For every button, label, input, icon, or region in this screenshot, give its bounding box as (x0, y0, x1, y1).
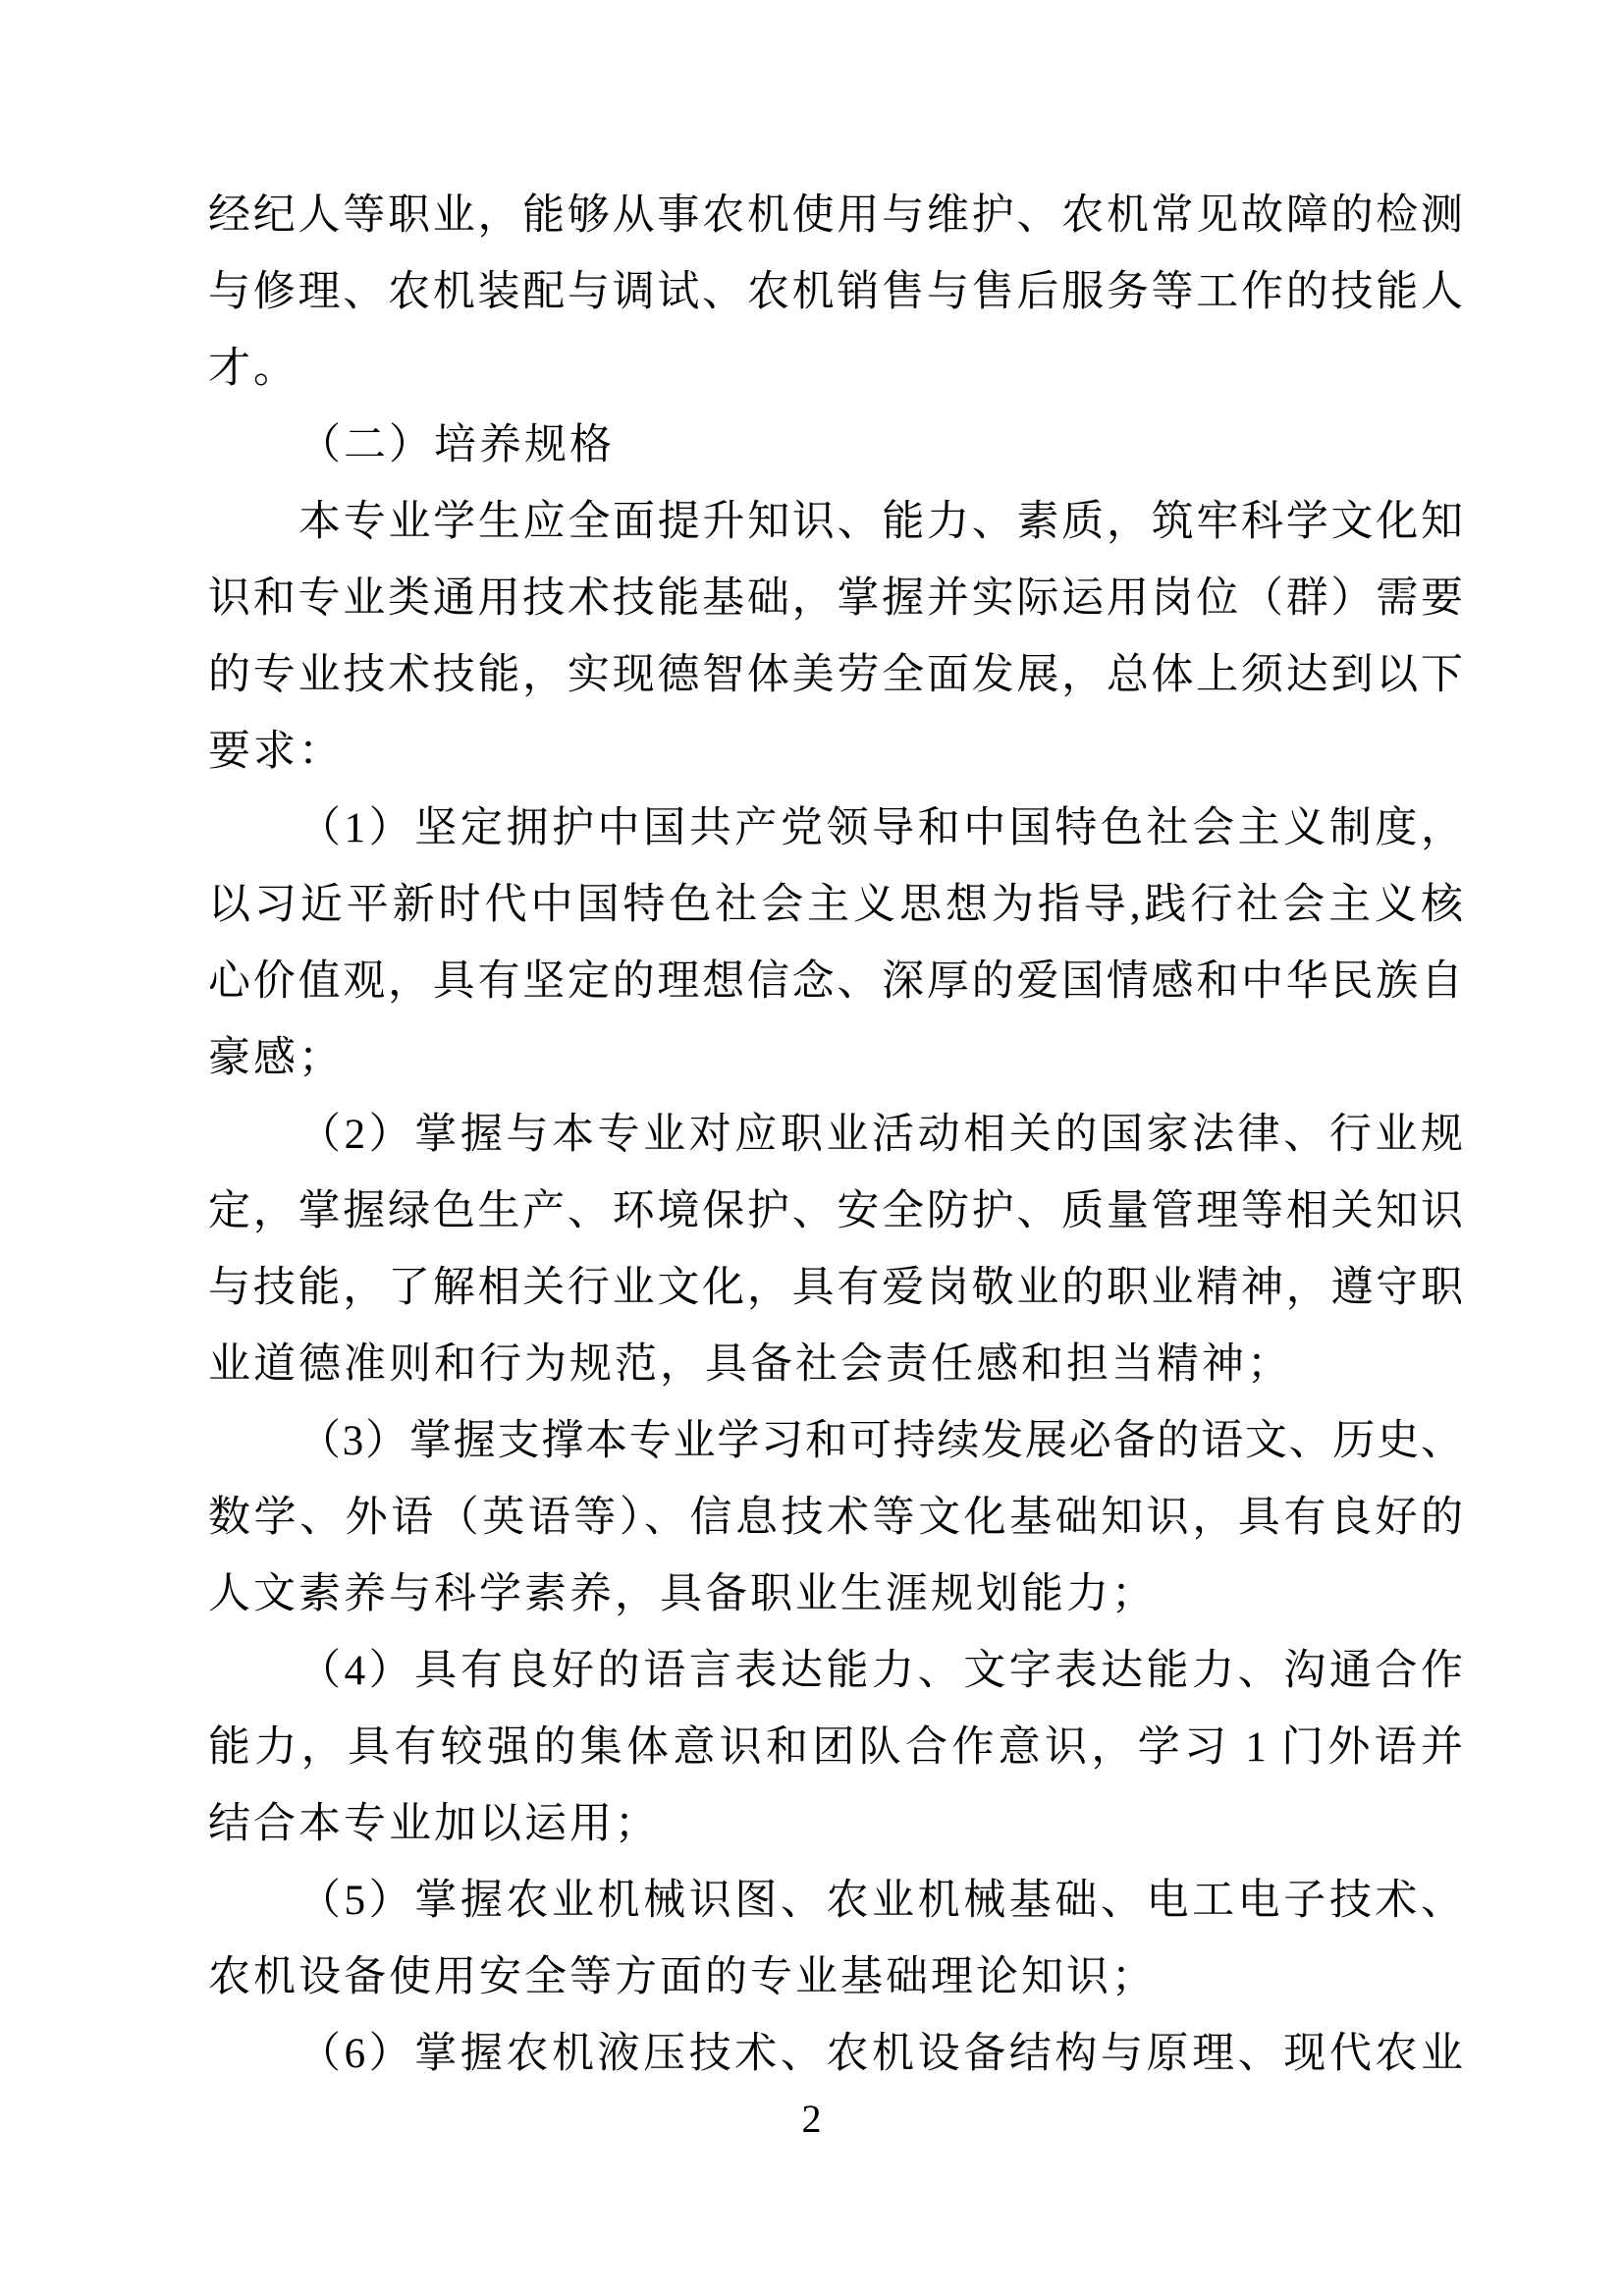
text-line: 数学、外语（英语等）、信息技术等文化基础知识，具有良好的 (208, 1495, 1463, 1541)
text-line: 本专业学生应全面提升知识、能力、素质，筑牢科学文化知 (298, 499, 1463, 545)
text-line: 经纪人等职业，能够从事农机使用与维护、农机常见故障的检测 (208, 192, 1463, 239)
text-line: 能力，具有较强的集体意识和团队合作意识，学习 1 门外语并 (208, 1724, 1463, 1771)
document-body (208, 178, 1463, 2093)
text-line: （6）掌握农机液压技术、农机设备结构与原理、现代农业 (298, 2031, 1463, 2077)
text-line: 的专业技术技能，实现德智体美劳全面发展，总体上须达到以下 (208, 652, 1463, 698)
text-line: （1）坚定拥护中国共产党领导和中国特色社会主义制度， (298, 805, 1463, 851)
section-heading: （二）培养规格 (298, 422, 615, 468)
text-line: 人文素养与科学素养，具备职业生涯规划能力； (208, 1571, 1157, 1617)
text-line: 要求： (208, 729, 344, 775)
text-line: （5）掌握农业机械识图、农业机械基础、电工电子技术、 (298, 1878, 1463, 1924)
text-line: 业道德准则和行为规范，具备社会责任感和担当精神； (208, 1341, 1292, 1388)
text-line: 定，掌握绿色生产、环境保护、安全防护、质量管理等相关知识 (208, 1188, 1463, 1234)
text-line: 结合本专业加以运用； (208, 1801, 660, 1847)
text-line: 农机设备使用安全等方面的专业基础理论知识； (208, 1954, 1157, 2000)
page-number: 2 (801, 2097, 822, 2141)
text-line: （4）具有良好的语言表达能力、文字表达能力、沟通合作 (298, 1648, 1463, 1694)
text-line: 与技能，了解相关行业文化，具有爱岗敬业的职业精神，遵守职 (208, 1265, 1463, 1311)
text-line: 心价值观，具有坚定的理想信念、深厚的爱国情感和中华民族自 (208, 958, 1463, 1005)
text-line: 与修理、农机装配与调试、农机销售与售后服务等工作的技能人 (208, 269, 1463, 315)
text-line: 豪感； (208, 1035, 344, 1081)
text-line: 才。 (208, 346, 298, 392)
text-line: （3）掌握支撑本专业学习和可持续发展必备的语文、历史、 (298, 1418, 1463, 1464)
text-line: 以习近平新时代中国特色社会主义思想为指导,践行社会主义核 (208, 882, 1463, 928)
text-line: 识和专业类通用技术技能基础，掌握并实际运用岗位（群）需要 (208, 575, 1463, 622)
text-line: （2）掌握与本专业对应职业活动相关的国家法律、行业规 (298, 1112, 1463, 1158)
